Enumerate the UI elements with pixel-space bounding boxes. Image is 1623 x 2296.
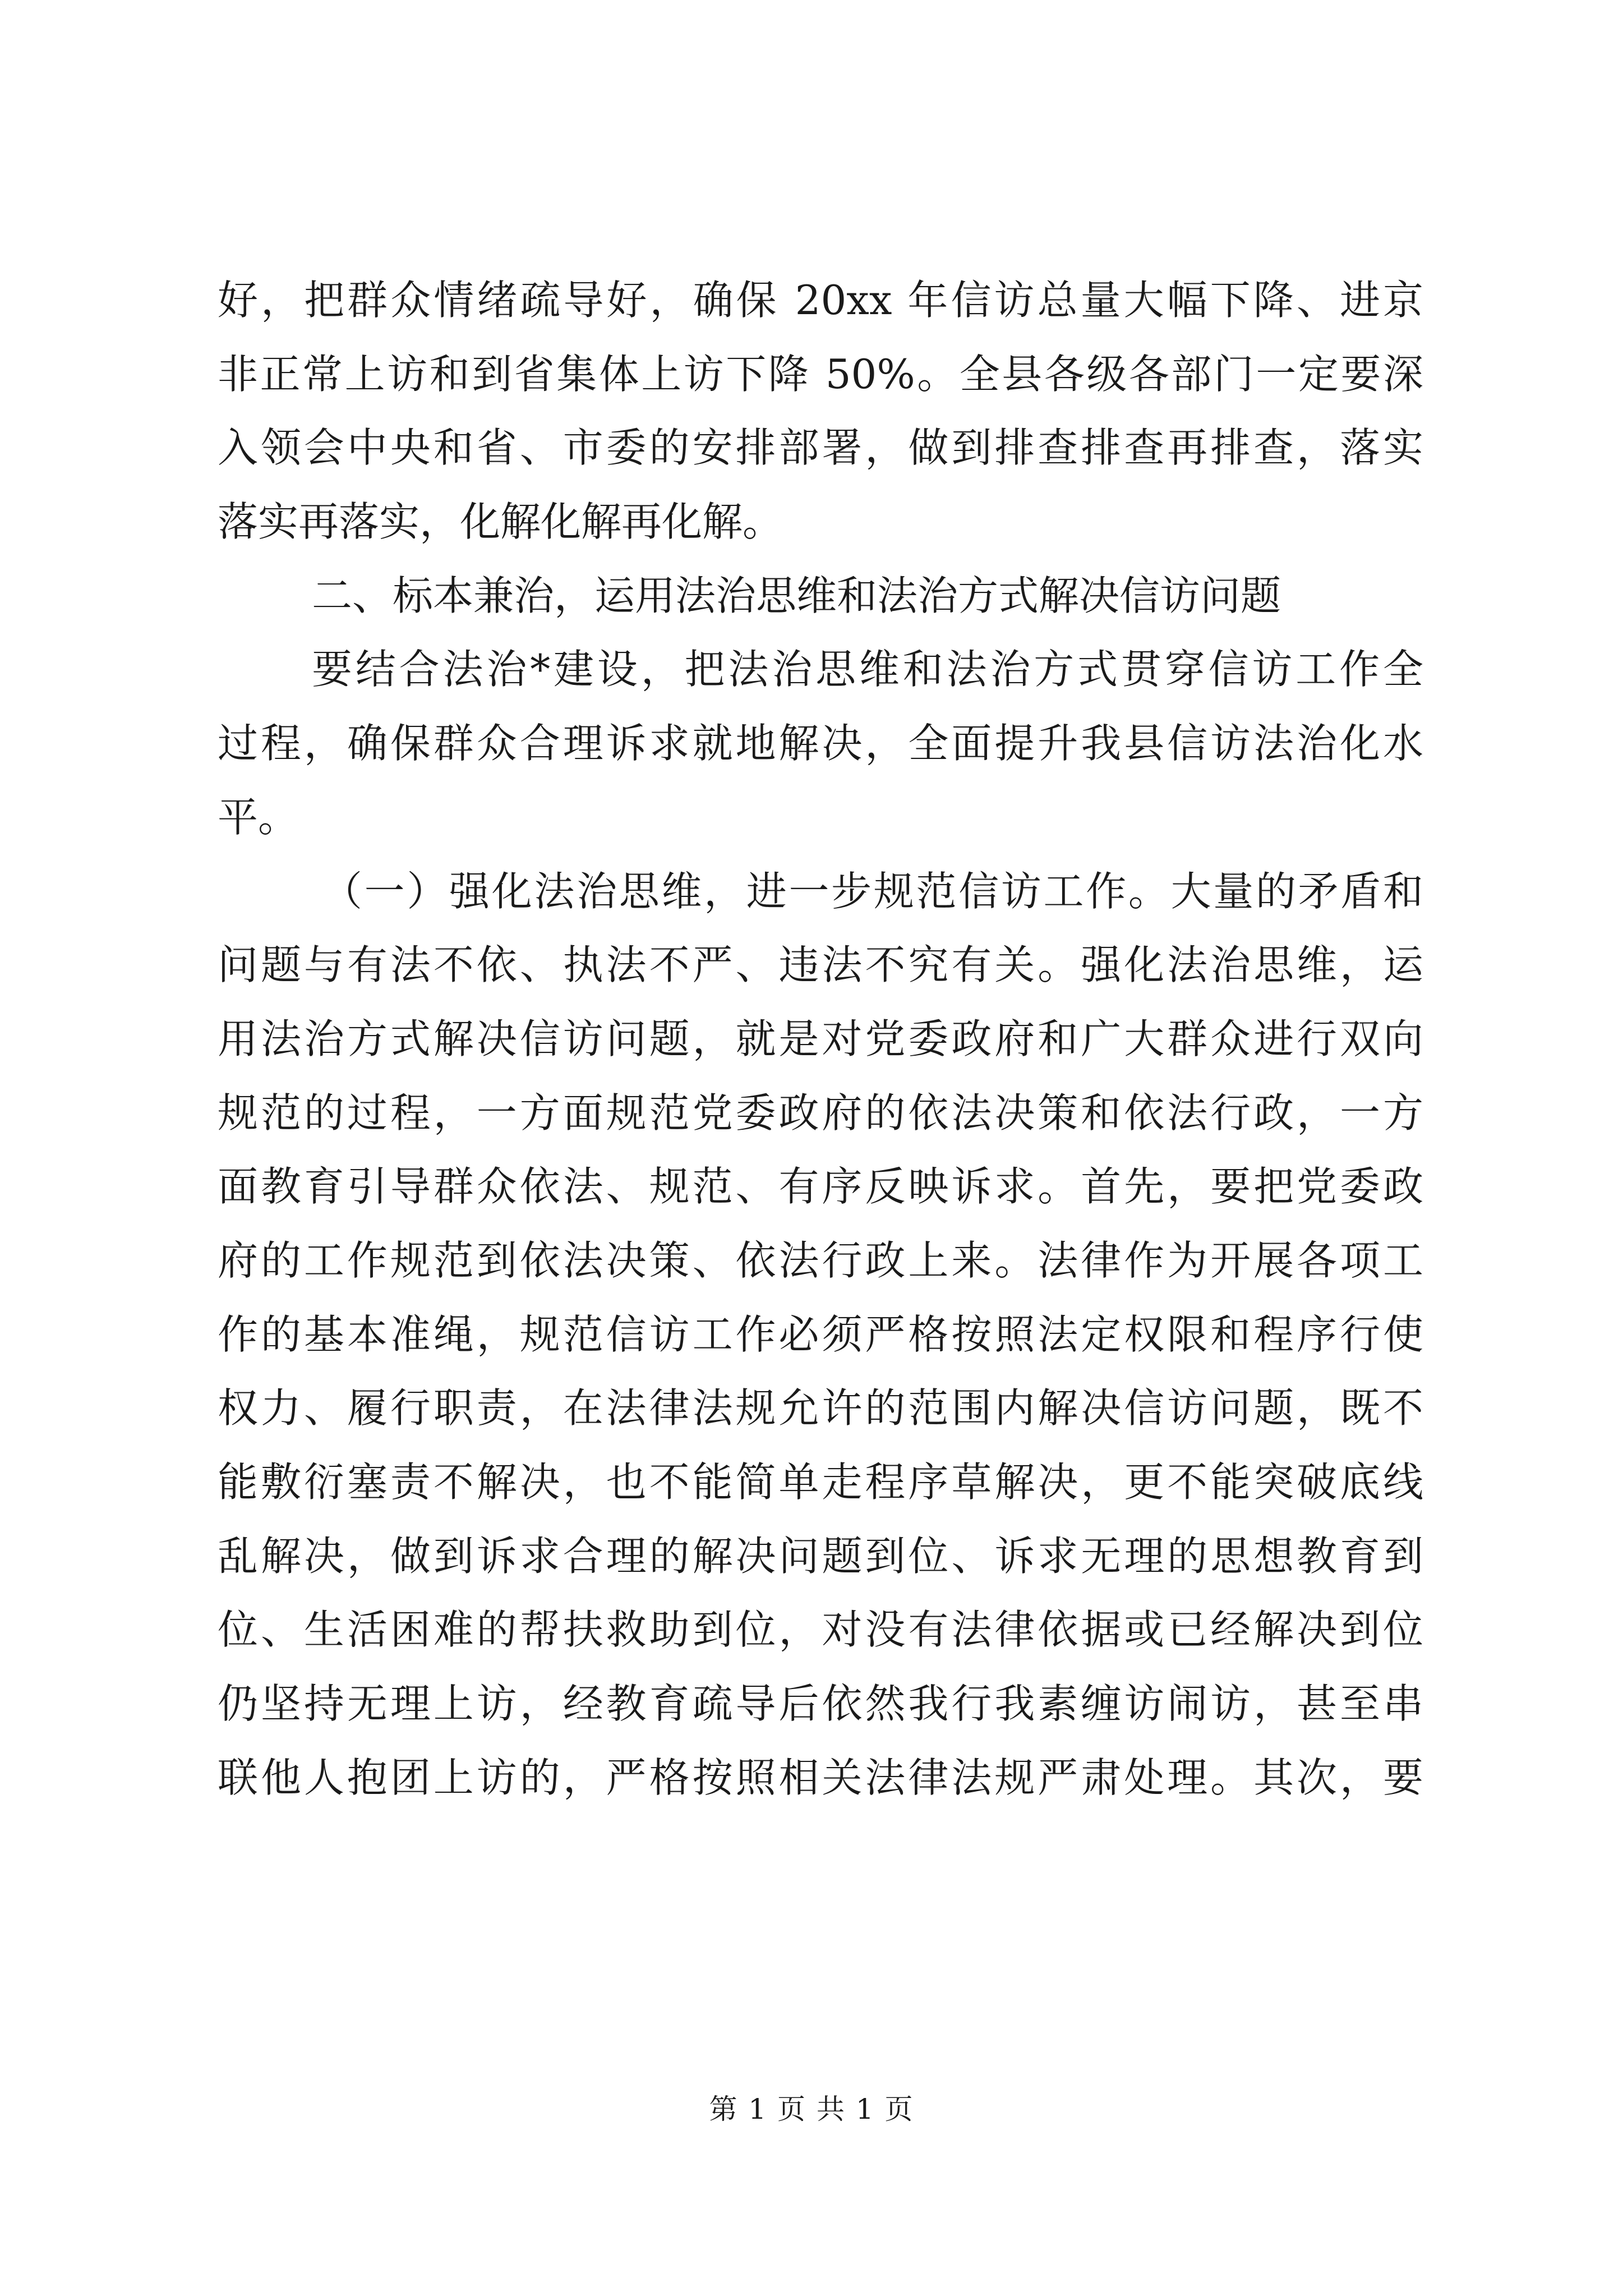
- text-line: 过程，确保群众合理诉求就地解决，全面提升我县信访法治化水: [218, 720, 1423, 767]
- text-line: 府的工作规范到依法决策、依法行政上来。法律作为开展各项工: [218, 1236, 1423, 1284]
- text-line: 非正常上访和到省集体上访下降 50%。全县各级各部门一定要深: [218, 350, 1423, 398]
- section-heading: 二、标本兼治，运用法治思维和法治方式解决信访问题: [312, 572, 1281, 619]
- text-line: 作的基本准绳，规范信访工作必须严格按照法定权限和程序行使: [218, 1310, 1423, 1358]
- text-line: 仍坚持无理上访，经教育疏导后依然我行我素缠访闹访，甚至串: [218, 1680, 1423, 1728]
- text-line: 问题与有法不依、执法不严、违法不究有关。强化法治思维，运: [218, 941, 1423, 989]
- text-line: 落实再落实，化解化解再化解。: [218, 498, 783, 546]
- text-line: 位、生活困难的帮扶救助到位，对没有法律依据或已经解决到位: [218, 1606, 1423, 1654]
- text-line: 权力、履行职责，在法律法规允许的范围内解决信访问题，既不: [218, 1384, 1423, 1432]
- page-number-footer: 第 1 页 共 1 页: [709, 2093, 914, 2125]
- text-line: 平。: [218, 793, 299, 841]
- text-line: 面教育引导群众依法、规范、有序反映诉求。首先，要把党委政: [218, 1163, 1423, 1211]
- text-line: 联他人抱团上访的，严格按照相关法律法规严肃处理。其次，要: [218, 1754, 1423, 1801]
- document-body: [218, 264, 1423, 1815]
- text-line: 入领会中央和省、市委的安排部署，做到排查排查再排查，落实: [218, 424, 1423, 472]
- text-line: 要结合法治*建设，把法治思维和法治方式贯穿信访工作全: [312, 646, 1423, 693]
- text-line: 用法治方式解决信访问题，就是对党委政府和广大群众进行双向: [218, 1015, 1423, 1062]
- subsection-line: （一）强化法治思维，进一步规范信访工作。大量的矛盾和: [322, 867, 1423, 915]
- text-line: 规范的过程，一方面规范党委政府的依法决策和依法行政，一方: [218, 1089, 1423, 1137]
- text-line: 能敷衍塞责不解决，也不能简单走程序草解决，更不能突破底线: [218, 1458, 1423, 1506]
- text-line: 乱解决，做到诉求合理的解决问题到位、诉求无理的思想教育到: [218, 1532, 1423, 1580]
- text-line: 好，把群众情绪疏导好，确保 20xx 年信访总量大幅下降、进京: [218, 277, 1423, 324]
